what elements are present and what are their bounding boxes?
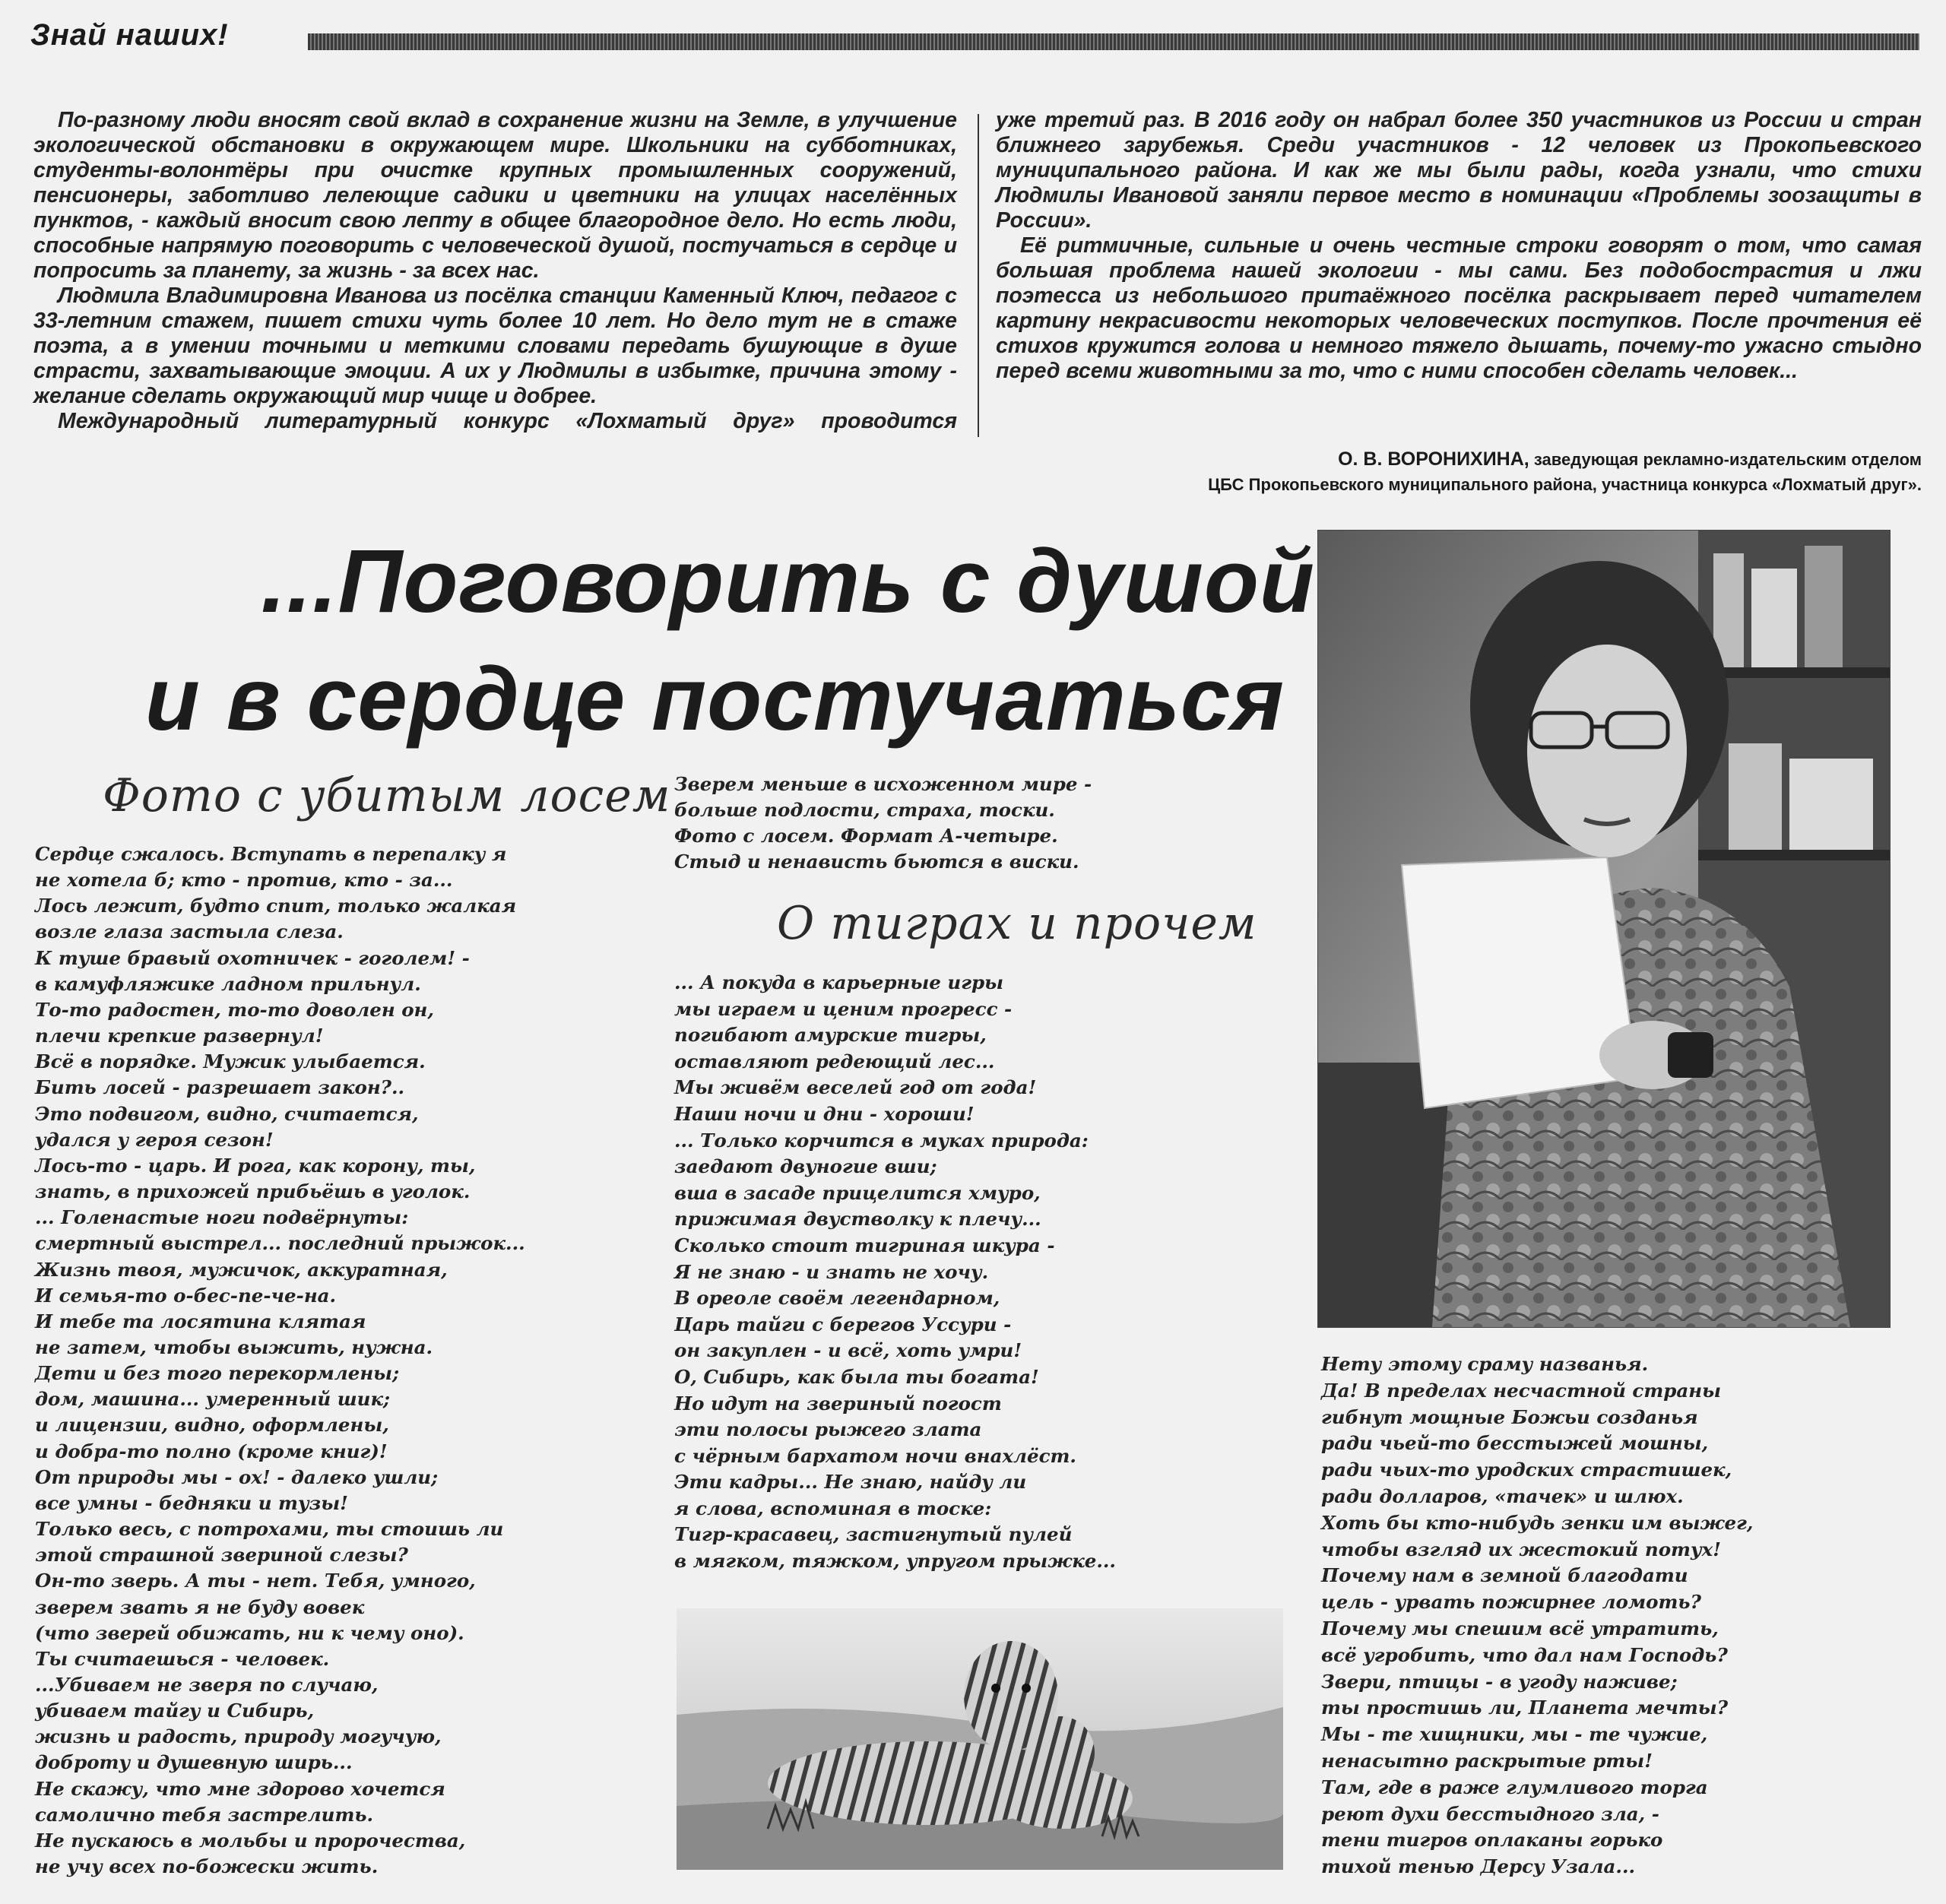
poem-line: Царь тайги с берегов Уссури - [674, 1313, 1012, 1335]
poem-line: Ты считаешься - человек. [35, 1647, 330, 1670]
poem-line: Мы живём веселей год от года! [674, 1076, 1037, 1099]
poem-line: ради чьей-то бесстыжей мошны, [1321, 1432, 1709, 1455]
headline-line-2: и в сердце постучаться [144, 649, 1285, 749]
poem-title-moose: Фото с убитым лосем [103, 769, 671, 822]
poem-line: И тебе та лосятина клятая [35, 1310, 366, 1332]
poem-line: Он-то зверь. А ты - нет. Тебя, умного, [35, 1570, 476, 1592]
intro-paragraph: Людмила Владимировна Иванова из посёлка станции Каменный Ключ, педагог с 33-летним стажем, пишет стихи чуть более 10 лет. Но дело тут не в стаже поэта, а в умении точными и меткими словами передать бушующие в душе страсти, захватывающие эмоции. А их у Людмилы в избытке, причина этому - желание сделать окружающий мир чище и добрее. [33, 284, 957, 408]
poem-line: Почему нам в земной благодати [1321, 1564, 1688, 1587]
poem-line: цель - урвать пожирнее ломоть? [1321, 1591, 1701, 1614]
poem-line: убиваем тайгу и Сибирь, [35, 1700, 315, 1722]
poem-title-tigers: О тиграх и прочем [777, 897, 1257, 950]
poem-line: К туше бравый охотничек - гоголем! - [35, 946, 470, 969]
intro-paragraph: Международный литературный конкурс «Лохматый друг» проводится [58, 409, 957, 433]
poem-line: Не скажу, что мне здорово хочется [35, 1777, 445, 1800]
poem-line: Фото с лосем. Формат А-четыре. [674, 825, 1058, 847]
poem-line: жизнь и радость, природу могучую, [35, 1725, 442, 1748]
column-divider [978, 114, 979, 437]
headline-line-1: ...Поговорить с душой [261, 531, 1315, 632]
poem-line: гибнут мощные Божьи созданья [1321, 1405, 1698, 1428]
poem-line: В ореоле своём легендарном, [674, 1287, 1000, 1310]
poem-line: ненасытно раскрытые рты! [1321, 1749, 1653, 1772]
rubric-rule [308, 33, 1919, 50]
poem-line: и добра-то полно (кроме книг)! [35, 1440, 388, 1462]
poem-line: Я не знаю - и знать не хочу. [674, 1260, 989, 1283]
poem-line: Там, где в раже глумливого торга [1321, 1776, 1708, 1798]
poem-line: знать, в прихожей прибьёшь в уголок. [35, 1180, 471, 1203]
poem-line: Сколько стоит тигриная шкура - [674, 1234, 1055, 1256]
poem-line: тени тигров оплаканы горько [1321, 1829, 1663, 1852]
poem-line: Лось лежит, будто спит, только жалкая [35, 895, 517, 917]
poem-line: ... Только корчится в муках природа: [674, 1129, 1089, 1152]
poem-tigers-text [674, 970, 1116, 1575]
poem-line: доброту и душевную ширь... [35, 1751, 353, 1774]
poem-line: возле глаза застыла слеза. [35, 920, 344, 943]
poem-line: дом, машина... умеренный шик; [35, 1388, 391, 1411]
author-name: О. В. ВОРОНИХИНА, [1338, 448, 1529, 470]
intro-paragraph: Её ритмичные, сильные и очень честные строки говорят о том, что самая большая проблема нашей экологии - мы сами. Без подобострастия и лжи поэтесса из небольшого притаёжного посёлка раскрывает перед читателем картину некрасивости некоторых человеческих поступков. После прочтения её стихов кружится голова и немного тяжело дышать, почему-то ужасно стыдно перед всеми животными за то, что с ними способен сделать человек... [996, 233, 1922, 383]
poet-photo [1317, 530, 1891, 1328]
poem-moose-text [35, 841, 525, 1880]
poem-line: Нету этому сраму названья. [1321, 1353, 1649, 1375]
intro-paragraph: уже третий раз. В 2016 году он набрал более 350 участников из России и стран ближнего зарубежья. Среди участников - 12 человек из Прокопьевского муниципального района. И как же мы были рады, когда узнали, что стихи Людмилы Ивановой заняли первое место в номинации «Проблемы зоозащиты в России». [996, 108, 1922, 233]
poem-line: Сердце сжалось. Вступать в перепалку я [35, 843, 507, 865]
poem-line: От природы мы - ох! - далеко ушли; [35, 1465, 439, 1488]
poem-line: больше подлости, страха, тоски. [674, 799, 1055, 821]
poem-line: не затем, чтобы выжить, нужна. [35, 1335, 433, 1358]
poem-line: Хоть бы кто-нибудь зенки им выжег, [1321, 1511, 1754, 1534]
poem-line: в камуфляжике ладном прильнул. [35, 972, 421, 995]
poem-line: Бить лосей - разрешает закон?.. [35, 1076, 405, 1099]
poem-line: я слова, вспоминая в тоске: [674, 1497, 992, 1519]
poem-line: ... Голенастые ноги подвёрнуты: [35, 1206, 409, 1229]
poem-line: Почему мы спешим всё утратить, [1321, 1617, 1719, 1639]
poem-line: тихой тенью Дерсу Узала... [1321, 1855, 1636, 1878]
headline [91, 523, 1315, 759]
poem-line: Не пускаюсь в мольбы и пророчества, [35, 1829, 466, 1852]
poem-line: погибают амурские тигры, [674, 1024, 987, 1047]
poem-line: мы играем и ценим прогресс - [674, 997, 1013, 1020]
poem-line: Наши ночи и дни - хороши! [674, 1102, 975, 1125]
poem-line: О, Сибирь, как была ты богата! [674, 1365, 1039, 1388]
poem-line: То-то радостен, то-то доволен он, [35, 998, 434, 1021]
poem-line: все умны - бедняки и тузы! [35, 1491, 348, 1514]
poem-line: ты простишь ли, Планета мечты? [1321, 1696, 1729, 1719]
poem-line: Это подвигом, видно, считается, [35, 1102, 419, 1125]
poem-line: Но идут на звериный погост [674, 1392, 1002, 1415]
poem-line: эти полосы рыжего злата [674, 1418, 982, 1441]
poem-line: и лицензии, видно, оформлены, [35, 1414, 389, 1437]
poem-line: Зверем меньше в исхоженном мире - [674, 773, 1092, 795]
poem-line: вша в засаде прицелится хмуро, [674, 1181, 1041, 1204]
poem-line: смертный выстрел... последний прыжок... [35, 1232, 525, 1255]
poem-line: не хотела б; кто - против, кто - за... [35, 869, 453, 892]
poem-line: с чёрным бархатом ночи внахлёст. [674, 1444, 1076, 1467]
poem-line: не учу всех по-божески жить. [35, 1855, 379, 1878]
poem-line: (что зверей обижать, ни к чему оно). [35, 1621, 464, 1644]
poem-line: Да! В пределах несчастной страны [1321, 1379, 1722, 1402]
poem-line: всё угробить, что дал нам Господь? [1321, 1643, 1728, 1666]
poem-line: Только весь, с потрохами, ты стоишь ли [35, 1518, 504, 1541]
poem-line: Эти кадры... Не знаю, найду ли [674, 1471, 1027, 1494]
poem-line: самолично тебя застрелить. [35, 1803, 374, 1826]
poem-line: удался у героя сезон! [35, 1128, 274, 1151]
poem-line: этой страшной звериной слезы? [35, 1544, 408, 1567]
poem-line: он закуплен - и всё, хоть умри! [674, 1339, 1022, 1362]
poem-line: чтобы взгляд их жестокий потух! [1321, 1538, 1721, 1560]
poem-line: Мы - те хищники, мы - те чужие, [1321, 1723, 1708, 1746]
poem-line: Дети и без того перекормлены; [35, 1362, 400, 1385]
poem-line: прижимая двустволку к плечу... [674, 1208, 1041, 1231]
poem-line: в мягком, тяжком, упругом прыжке... [674, 1550, 1116, 1573]
poem-line: Лось-то - царь. И рога, как корону, ты, [35, 1154, 476, 1177]
poem-tigers-continued [1321, 1351, 1753, 1880]
author-role: заведующая рекламно-издательским отделом [1533, 450, 1922, 469]
poem-line: реют духи бесстыдного зла, - [1321, 1802, 1659, 1825]
poem-line: зверем звать я не буду вовек [35, 1595, 365, 1618]
poem-moose-continued [674, 771, 1092, 875]
poem-line: ...Убиваем не зверя по случаю, [35, 1674, 379, 1696]
poem-line: заедают двуногие вши; [674, 1155, 937, 1178]
poem-line: ради долларов, «тачек» и шлюх. [1321, 1484, 1684, 1507]
section-rubric: Знай наших! [30, 18, 229, 52]
intro-left-column [33, 108, 957, 434]
poem-line: Стыд и ненависть бьются в виски. [674, 851, 1079, 873]
poem-line: плечи крепкие развернул! [35, 1025, 324, 1047]
author-signature [996, 447, 1922, 497]
poem-line: оставляют редеющий лес... [674, 1050, 995, 1072]
author-role-line2: ЦБС Прокопьевского муниципального района, участница конкурса «Лохматый друг». [1208, 475, 1922, 494]
poem-line: ради чьих-то уродских страстишек, [1321, 1459, 1732, 1481]
tiger-illustration [677, 1608, 1283, 1870]
poem-line: ... А покуда в карьерные игры [674, 971, 1004, 993]
poem-line: Тигр-красавец, застигнутый пулей [674, 1523, 1073, 1546]
intro-right-column [996, 108, 1922, 384]
poem-line: И семья-то о-бес-пе-че-на. [35, 1284, 337, 1307]
intro-paragraph: По-разному люди вносят свой вклад в сохранение жизни на Земле, в улучшение экологической обстановки в окружающем мире. Школьники на субботниках, студенты-волонтёры при очистке крупных промышленных сооружений, пенсионеры, заботливо лелеющие садики и цветники на улицах населённых пунктов, - каждый вносит свою лепту в общее благородное дело. Но есть люди, способные напрямую поговорить с человеческой душой, постучаться в сердце и попросить за планету, за жизнь - за всех нас. [33, 108, 957, 283]
poem-line: Звери, птицы - в угоду наживе; [1321, 1670, 1678, 1693]
poem-line: Всё в порядке. Мужик улыбается. [35, 1050, 426, 1073]
poem-line: Жизнь твоя, мужичок, аккуратная, [35, 1258, 448, 1281]
